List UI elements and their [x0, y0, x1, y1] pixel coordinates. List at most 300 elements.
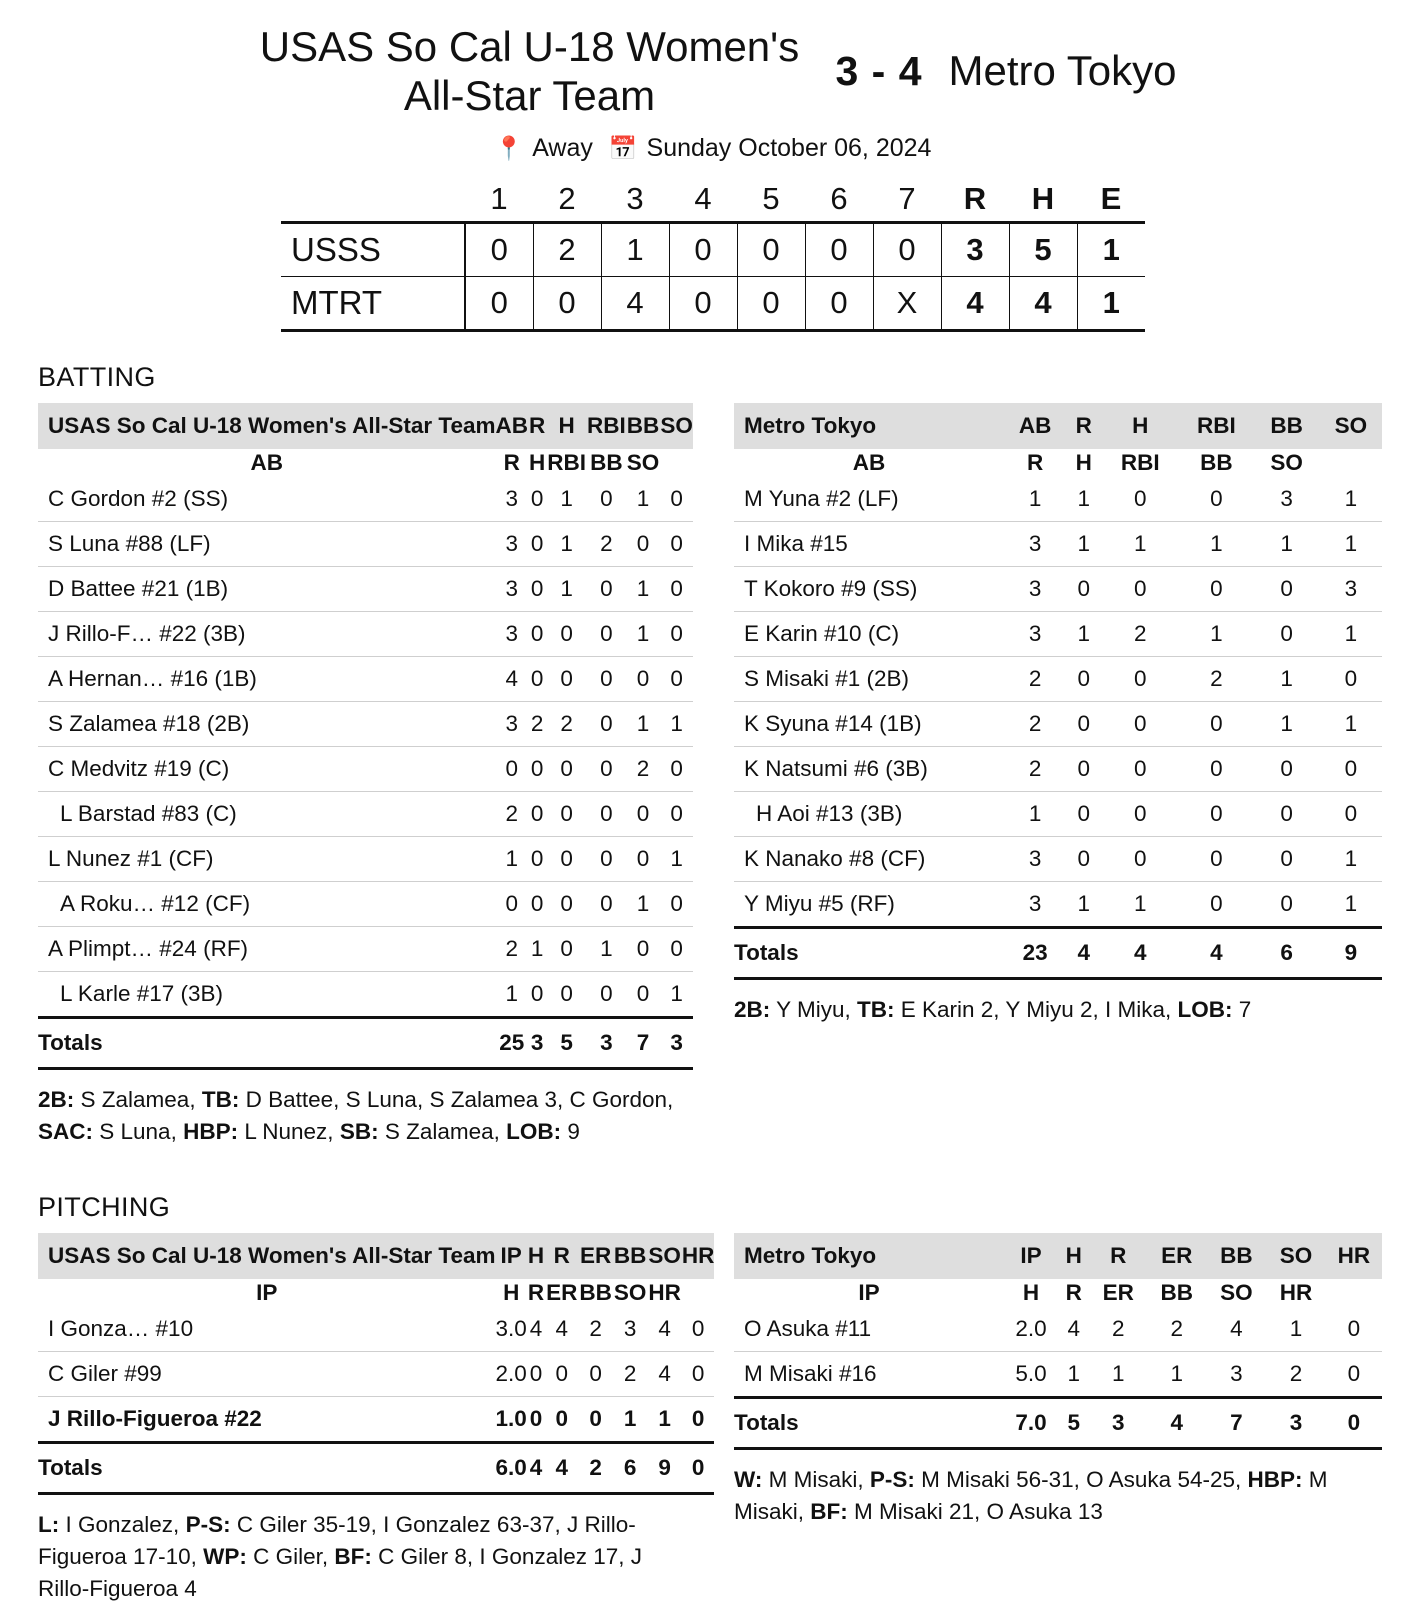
stat-bb: 0	[626, 792, 661, 837]
stat-r: 0	[545, 1352, 578, 1397]
stat-r: 0	[528, 657, 546, 702]
table-row	[38, 567, 693, 612]
stat-hr: 0	[1326, 1352, 1382, 1398]
stat-rbi: 1	[1179, 522, 1253, 567]
linescore-row	[281, 223, 1145, 277]
stat-r: 0	[1066, 702, 1101, 747]
stat-rbi: 0	[587, 792, 626, 837]
totals-label: Totals	[734, 928, 1004, 979]
note-label: 2B:	[38, 1087, 75, 1113]
linescore-team-abbr: USSS	[281, 223, 465, 277]
stat-so: 0	[660, 657, 693, 702]
player-name: I Mika #15	[734, 522, 1004, 567]
col-header-ab: AB	[250, 450, 284, 476]
linescore-container	[0, 179, 1426, 332]
stat-r: 1	[1066, 477, 1101, 522]
linescore-inning-cell: 2	[533, 223, 601, 277]
stat-r: 0	[1066, 792, 1101, 837]
stat-ab: 1	[1004, 477, 1066, 522]
table-row	[38, 522, 693, 567]
linescore-inning-cell: 4	[601, 277, 669, 331]
note-label: 2B:	[734, 997, 771, 1023]
stat-ip: 1.0	[496, 1397, 527, 1443]
stat-h: 1	[546, 477, 587, 522]
linescore-header-row	[281, 179, 1145, 223]
player-name: Y Miyu #5 (RF)	[734, 882, 1004, 928]
col-header-h: H	[503, 1280, 520, 1306]
col-header-r: R	[1027, 450, 1044, 476]
stat-h: 0	[546, 837, 587, 882]
table-row	[734, 792, 1382, 837]
stat-rbi: 0	[587, 702, 626, 747]
col-header-r: R	[503, 450, 520, 476]
stat-rbi: 0	[587, 747, 626, 792]
col-header-so: SO	[626, 450, 660, 476]
note-label: TB:	[856, 997, 895, 1023]
player-name: C Giler #99	[38, 1352, 496, 1397]
linescore-inning-cell: 0	[805, 277, 873, 331]
stat-bb: 0	[626, 837, 661, 882]
note-label: P-S:	[869, 1467, 915, 1493]
stat-h: 0	[1101, 747, 1179, 792]
table-row	[734, 567, 1382, 612]
linescore-h-cell: 4	[1009, 277, 1077, 331]
linescore-inning-cell: 0	[465, 223, 533, 277]
table-row	[734, 612, 1382, 657]
table-row	[734, 837, 1382, 882]
stat-r: 1	[1066, 522, 1101, 567]
stat-r: 1	[528, 927, 546, 972]
player-name: L Karle #17 (3B)	[38, 972, 496, 1018]
player-name: S Luna #88 (LF)	[38, 522, 496, 567]
batting-away-notes	[38, 1084, 686, 1148]
total-hr: 0	[682, 1443, 715, 1494]
stat-rbi: 0	[587, 477, 626, 522]
table-row	[38, 1352, 714, 1397]
stat-er: 0	[578, 1397, 613, 1443]
note-label: BF:	[810, 1499, 848, 1525]
total-h: 5	[1058, 1398, 1090, 1449]
col-header-so: SO	[1220, 1280, 1253, 1306]
total-hr: 0	[1326, 1398, 1382, 1449]
stat-ip: 3.0	[496, 1307, 527, 1352]
total-bb: 7	[626, 1018, 661, 1069]
stat-so: 0	[1320, 792, 1382, 837]
stat-so: 1	[1320, 702, 1382, 747]
totals-row	[734, 1398, 1382, 1449]
table-row	[38, 792, 693, 837]
stat-r: 0	[528, 612, 546, 657]
linescore-col-6: 6	[830, 181, 848, 217]
linescore-inning-cell: 0	[669, 277, 737, 331]
total-r: 3	[1090, 1398, 1147, 1449]
player-name: M Yuna #2 (LF)	[734, 477, 1004, 522]
table-row	[38, 882, 693, 927]
stat-r: 0	[528, 522, 546, 567]
stat-r: 2	[1090, 1307, 1147, 1352]
stat-bb: 4	[1207, 1307, 1267, 1352]
stat-so: 1	[660, 837, 693, 882]
stat-r: 0	[528, 477, 546, 522]
note-value: C Giler 35-19, I Gonzalez 63-37, J Rillo-Figueroa 17-10,	[38, 1512, 636, 1570]
col-header-h: H	[1058, 1233, 1090, 1279]
stat-bb: 3	[1254, 477, 1320, 522]
stat-r: 1	[1066, 612, 1101, 657]
total-bb: 7	[1207, 1398, 1267, 1449]
col-header-so: SO	[660, 403, 693, 449]
table-row	[734, 477, 1382, 522]
note-value: L Nunez,	[238, 1119, 340, 1145]
totals-row	[38, 1443, 714, 1494]
stat-so: 0	[660, 522, 693, 567]
stat-so: 1	[660, 972, 693, 1018]
player-name: T Kokoro #9 (SS)	[734, 567, 1004, 612]
stat-ab: 1	[496, 972, 529, 1018]
col-header-r: R	[545, 1233, 578, 1279]
total-er: 4	[1147, 1398, 1207, 1449]
col-header-r: R	[528, 403, 546, 449]
stat-bb: 0	[626, 972, 661, 1018]
col-header-so: SO	[1266, 1233, 1326, 1279]
stat-so: 0	[660, 927, 693, 972]
col-header-ab: AB	[1004, 403, 1066, 449]
stat-h: 2	[1101, 612, 1179, 657]
totals-row	[38, 1018, 693, 1069]
stat-er: 2	[578, 1307, 613, 1352]
totals-label: Totals	[38, 1018, 496, 1069]
stat-er: 2	[1147, 1307, 1207, 1352]
table-header-row	[734, 403, 1382, 449]
table-row	[38, 837, 693, 882]
note-label: WP:	[203, 1544, 247, 1570]
col-header-h: H	[529, 450, 546, 476]
date-label: Sunday October 06, 2024	[646, 134, 932, 163]
note-value: M Misaki 21, O Asuka 13	[847, 1499, 1103, 1525]
stat-ab: 0	[496, 882, 529, 927]
col-header-ab: AB	[852, 450, 886, 476]
totals-row	[734, 928, 1382, 979]
col-header-ip: IP	[858, 1280, 880, 1306]
pitching-home-notes	[734, 1464, 1382, 1528]
note-label: LOB:	[506, 1119, 562, 1145]
stat-bb: 1	[626, 882, 661, 927]
col-header-hr: HR	[648, 1280, 681, 1306]
stat-hr: 0	[1326, 1307, 1382, 1352]
linescore-e-cell: 1	[1077, 223, 1145, 277]
note-value: Y Miyu,	[770, 997, 857, 1023]
location-label: Away	[532, 134, 593, 163]
totals-label: Totals	[734, 1398, 1004, 1449]
linescore-col-1: 1	[490, 181, 508, 217]
stat-r: 0	[545, 1397, 578, 1443]
stat-r: 0	[1066, 567, 1101, 612]
stat-rbi: 2	[587, 522, 626, 567]
stat-h: 0	[1101, 837, 1179, 882]
stat-so: 1	[1320, 477, 1382, 522]
note-label: L:	[38, 1512, 60, 1538]
stat-h: 0	[1101, 477, 1179, 522]
stat-ab: 3	[496, 702, 529, 747]
stat-so: 1	[1320, 612, 1382, 657]
pitching-section-title: PITCHING	[38, 1192, 171, 1223]
table-row	[38, 747, 693, 792]
player-name: L Nunez #1 (CF)	[38, 837, 496, 882]
stat-ab: 0	[496, 747, 529, 792]
linescore-col-H: H	[1031, 181, 1055, 217]
total-ip: 7.0	[1004, 1398, 1058, 1449]
stat-bb: 0	[1254, 747, 1320, 792]
batting-away-table	[38, 403, 693, 1070]
col-header-ip: IP	[256, 1280, 278, 1306]
stat-so: 0	[660, 747, 693, 792]
stat-bb: 3	[613, 1307, 648, 1352]
total-h: 5	[546, 1018, 587, 1069]
note-value: M Misaki 56-31, O Asuka 54-25,	[914, 1467, 1248, 1493]
table-row	[38, 927, 693, 972]
stat-ab: 2	[496, 927, 529, 972]
stat-rbi: 0	[587, 882, 626, 927]
col-header-bb: BB	[1160, 1280, 1194, 1306]
stat-so: 2	[1266, 1352, 1326, 1398]
player-name: M Misaki #16	[734, 1352, 1004, 1398]
table-row	[38, 657, 693, 702]
note-label: P-S:	[185, 1512, 231, 1538]
linescore-col-2: 2	[558, 181, 576, 217]
note-value: C Giler,	[246, 1544, 335, 1570]
note-value: S Zalamea,	[378, 1119, 507, 1145]
stat-ab: 2	[1004, 657, 1066, 702]
stat-h: 1	[546, 567, 587, 612]
table-row	[734, 1307, 1382, 1352]
table-row	[38, 702, 693, 747]
batting-home-table	[734, 403, 1382, 980]
total-so: 3	[660, 1018, 693, 1069]
table-header-row	[38, 1233, 714, 1279]
stat-bb: 1	[626, 612, 661, 657]
stat-h: 0	[546, 972, 587, 1018]
batting-section-title: BATTING	[38, 362, 156, 393]
stat-bb: 1	[1254, 657, 1320, 702]
col-header-h: H	[1075, 450, 1092, 476]
col-header-h: H	[546, 403, 587, 449]
stat-so: 1	[1320, 837, 1382, 882]
linescore-col-4: 4	[694, 181, 712, 217]
col-header-bb: BB	[1207, 1233, 1267, 1279]
linescore-inning-cell: 0	[737, 223, 805, 277]
table-row	[734, 657, 1382, 702]
stat-h: 0	[546, 792, 587, 837]
stat-r: 0	[1066, 837, 1101, 882]
stat-bb: 2	[626, 747, 661, 792]
player-name: J Rillo-F… #22 (3B)	[38, 612, 496, 657]
stat-so: 3	[1320, 567, 1382, 612]
stat-ab: 3	[496, 477, 529, 522]
stat-so: 1	[647, 1397, 682, 1443]
stat-bb: 0	[1254, 612, 1320, 657]
stat-r: 0	[528, 837, 546, 882]
linescore-team-abbr: MTRT	[281, 277, 465, 331]
col-header-bb: BB	[626, 403, 661, 449]
stat-bb: 1	[1254, 702, 1320, 747]
pitching-away-column	[38, 1233, 715, 1605]
stat-ab: 3	[1004, 612, 1066, 657]
stat-rbi: 0	[1179, 702, 1253, 747]
total-h: 4	[1101, 928, 1179, 979]
stat-h: 0	[546, 657, 587, 702]
stat-bb: 0	[1254, 837, 1320, 882]
totals-label: Totals	[38, 1443, 496, 1494]
stat-h: 0	[1101, 792, 1179, 837]
total-rbi: 3	[587, 1018, 626, 1069]
note-value: S Luna,	[93, 1119, 184, 1145]
player-name: S Zalamea #18 (2B)	[38, 702, 496, 747]
stat-h: 0	[546, 927, 587, 972]
note-value: M Misaki,	[734, 1467, 1328, 1525]
stat-bb: 0	[626, 927, 661, 972]
pitching-home-team-header: Metro Tokyo	[734, 1233, 1004, 1279]
total-ab: 23	[1004, 928, 1066, 979]
pitching-columns	[0, 1233, 1426, 1605]
linescore-r-cell: 3	[941, 223, 1009, 277]
note-value: E Karin 2, Y Miyu 2, I Mika,	[894, 997, 1178, 1023]
player-name: K Nanako #8 (CF)	[734, 837, 1004, 882]
batting-home-column	[734, 403, 1382, 1026]
col-header-er: ER	[546, 1280, 578, 1306]
note-label: W:	[734, 1467, 763, 1493]
col-header-ip: IP	[1004, 1233, 1058, 1279]
table-row	[734, 702, 1382, 747]
calendar-icon: 📅	[608, 135, 638, 162]
stat-h: 4	[527, 1307, 545, 1352]
stat-rbi: 0	[1179, 837, 1253, 882]
player-name: I Gonza… #10	[38, 1307, 496, 1352]
stat-ab: 3	[1004, 567, 1066, 612]
stat-h: 1	[546, 522, 587, 567]
player-name: K Syuna #14 (1B)	[734, 702, 1004, 747]
stat-so: 0	[1320, 747, 1382, 792]
stat-rbi: 0	[1179, 477, 1253, 522]
col-header-ab: AB	[496, 403, 529, 449]
total-r: 4	[1066, 928, 1101, 979]
table-row	[734, 882, 1382, 928]
stat-rbi: 0	[1179, 567, 1253, 612]
col-header-rbi: RBI	[1179, 403, 1253, 449]
stat-r: 0	[528, 792, 546, 837]
table-row	[734, 522, 1382, 567]
linescore-inning-cell: 1	[601, 223, 669, 277]
stat-bb: 3	[1207, 1352, 1267, 1398]
pitching-away-team-header: USAS So Cal U-18 Women's All-Star Team	[38, 1233, 496, 1279]
stat-h: 1	[1058, 1352, 1090, 1398]
pitching-home-table	[734, 1233, 1382, 1450]
table-row	[734, 747, 1382, 792]
total-rbi: 4	[1179, 928, 1253, 979]
stat-h: 0	[1101, 657, 1179, 702]
batting-home-notes	[734, 994, 1382, 1026]
linescore-team-blank-header	[281, 179, 465, 223]
table-row	[38, 1397, 714, 1443]
stat-so: 0	[660, 882, 693, 927]
stat-so: 1	[1320, 882, 1382, 928]
stat-h: 1	[1101, 522, 1179, 567]
total-r: 4	[545, 1443, 578, 1494]
total-so: 3	[1266, 1398, 1326, 1449]
stat-r: 0	[1066, 657, 1101, 702]
total-so: 9	[1320, 928, 1382, 979]
stat-r: 0	[528, 567, 546, 612]
col-header-er: ER	[1102, 1280, 1134, 1306]
note-label: BF:	[334, 1544, 372, 1570]
stat-ab: 3	[1004, 882, 1066, 928]
player-name: C Gordon #2 (SS)	[38, 477, 496, 522]
col-header-bb: BB	[1200, 450, 1233, 476]
col-header-bb: BB	[590, 450, 623, 476]
linescore-col-5: 5	[762, 181, 780, 217]
linescore-inning-cell: X	[873, 277, 941, 331]
stat-ab: 3	[496, 522, 529, 567]
linescore-inning-cell: 0	[465, 277, 533, 331]
location-meta	[495, 134, 593, 163]
stat-so: 0	[660, 612, 693, 657]
col-header-so: SO	[1320, 403, 1382, 449]
col-header-hr: HR	[682, 1233, 715, 1279]
linescore-inning-cell: 0	[533, 277, 601, 331]
col-header-er: ER	[578, 1233, 613, 1279]
col-header-h: H	[527, 1233, 545, 1279]
note-label: LOB:	[1177, 997, 1233, 1023]
stat-rbi: 1	[587, 927, 626, 972]
note-value: I Gonzalez,	[59, 1512, 186, 1538]
table-row	[38, 972, 693, 1018]
stat-hr: 0	[682, 1397, 715, 1443]
stat-ab: 2	[1004, 702, 1066, 747]
total-r: 3	[528, 1018, 546, 1069]
linescore-col-R: R	[963, 181, 987, 217]
stat-ab: 1	[1004, 792, 1066, 837]
stat-rbi: 0	[587, 972, 626, 1018]
location-pin-icon: 📍	[494, 135, 524, 162]
linescore-inning-cell: 0	[805, 223, 873, 277]
col-header-ip: IP	[496, 1233, 527, 1279]
stat-h: 0	[527, 1397, 545, 1443]
stat-ab: 3	[1004, 837, 1066, 882]
pitching-away-notes	[38, 1509, 686, 1605]
stat-ip: 2.0	[496, 1352, 527, 1397]
stat-so: 1	[660, 702, 693, 747]
stat-er: 1	[1147, 1352, 1207, 1398]
col-header-r: R	[1090, 1233, 1147, 1279]
table-header-row	[38, 403, 693, 449]
stat-er: 0	[578, 1352, 613, 1397]
linescore-r-cell: 4	[941, 277, 1009, 331]
stat-rbi: 0	[587, 567, 626, 612]
player-name: L Barstad #83 (C)	[38, 792, 496, 837]
col-header-r: R	[1066, 403, 1101, 449]
stat-rbi: 0	[1179, 747, 1253, 792]
stat-r: 0	[528, 882, 546, 927]
note-value: S Zalamea,	[74, 1087, 202, 1113]
linescore-col-E: E	[1100, 181, 1122, 217]
table-row	[38, 1307, 714, 1352]
stat-so: 4	[647, 1352, 682, 1397]
table-row	[38, 612, 693, 657]
stat-h: 0	[1101, 702, 1179, 747]
batting-columns	[0, 403, 1426, 1148]
table-row	[734, 1352, 1382, 1398]
stat-h: 1	[1101, 882, 1179, 928]
stat-hr: 0	[682, 1307, 715, 1352]
stat-rbi: 0	[587, 612, 626, 657]
